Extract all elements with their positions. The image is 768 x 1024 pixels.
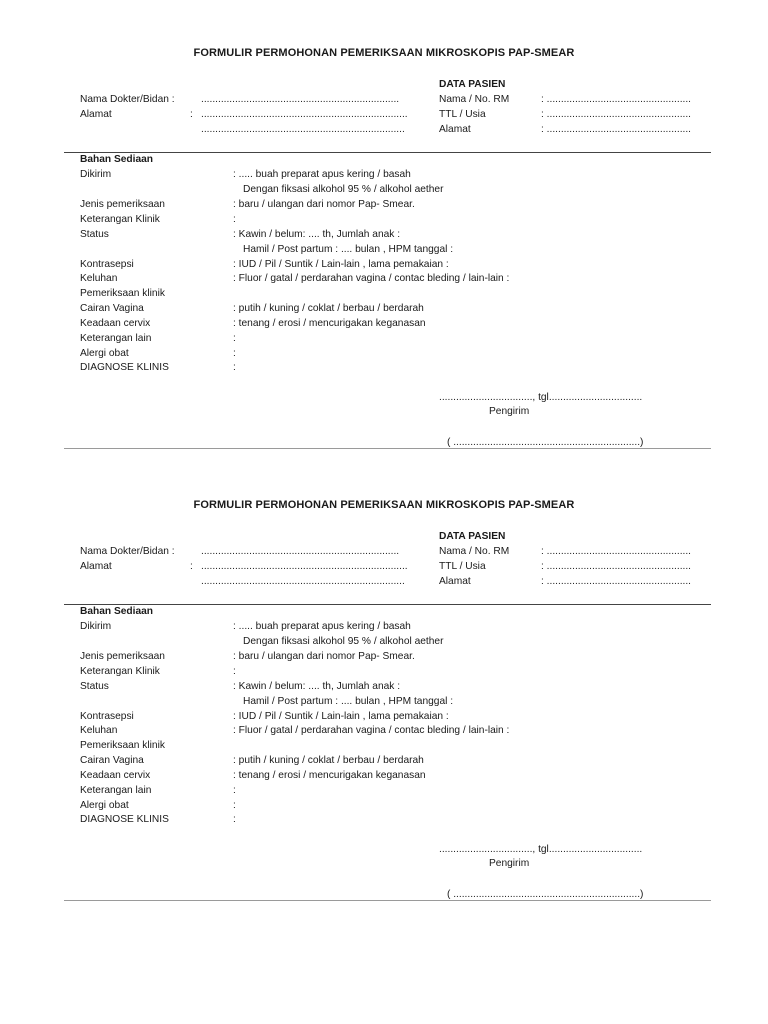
footer-divider [64, 448, 711, 449]
row-value[interactable]: : [233, 214, 236, 225]
address-field-2[interactable]: ........................................................................ [201, 124, 405, 135]
patient-ttl-label: TTL / Usia [439, 109, 486, 120]
patient-name-field[interactable]: : ................................................... [541, 94, 692, 105]
row-value[interactable]: Dengan fiksasi alkohol 95 % / alkohol aether [243, 636, 444, 647]
row-value[interactable]: : tenang / erosi / mencurigakan keganasan [233, 318, 426, 329]
row-value[interactable]: : Fluor / gatal / perdarahan vagina / contac bleding / lain-lain : [233, 273, 510, 284]
row-label: Keterangan lain [80, 785, 152, 796]
row-value[interactable]: : tenang / erosi / mencurigakan keganasan [233, 770, 426, 781]
row-value[interactable]: : [233, 333, 236, 344]
row-value[interactable]: : ..... buah preparat apus kering / basah [233, 169, 411, 180]
row-label: Kontrasepsi [80, 711, 134, 722]
patient-name-label: Nama / No. RM [439, 546, 510, 557]
sender-name-field[interactable]: ( ..................................................................) [447, 437, 644, 448]
row-label: Keadaan cervix [80, 318, 151, 329]
row-value[interactable]: : [233, 666, 236, 677]
row-label: Jenis pemeriksaan [80, 651, 165, 662]
row-value[interactable]: : ..... buah preparat apus kering / basah [233, 621, 411, 632]
row-value[interactable]: : [233, 785, 236, 796]
doctor-label: Nama Dokter/Bidan : [80, 94, 175, 105]
header-divider [64, 152, 711, 153]
row-label: Keterangan Klinik [80, 214, 160, 225]
row-label: Pemeriksaan klinik [80, 740, 165, 751]
row-value[interactable]: : Kawin / belum: .... th, Jumlah anak : [233, 681, 401, 692]
address-field-1[interactable]: ......................................................................... [201, 561, 408, 572]
patient-ttl-label: TTL / Usia [439, 561, 486, 572]
place-date-field[interactable]: ................................., tgl................................. [439, 392, 643, 403]
address-field-1[interactable]: ......................................................................... [201, 109, 408, 120]
row-value[interactable]: : IUD / Pil / Suntik / Lain-lain , lama pemakaian : [233, 259, 449, 270]
doctor-label: Nama Dokter/Bidan : [80, 546, 175, 557]
header-divider [64, 604, 711, 605]
row-label: Alergi obat [80, 800, 129, 811]
row-label: Cairan Vagina [80, 755, 144, 766]
row-label: Cairan Vagina [80, 303, 144, 314]
form-2 [0, 452, 768, 904]
row-value[interactable]: : Kawin / belum: .... th, Jumlah anak : [233, 229, 401, 240]
row-value[interactable]: : putih / kuning / coklat / berbau / berdarah [233, 755, 424, 766]
row-label: DIAGNOSE KLINIS [80, 362, 169, 373]
sender-label: Pengirim [489, 858, 530, 869]
address-label: Alamat [80, 561, 112, 572]
row-label: Jenis pemeriksaan [80, 199, 165, 210]
row-label: Dikirim [80, 621, 112, 632]
patient-name-field[interactable]: : ................................................... [541, 546, 692, 557]
row-label: Status [80, 681, 109, 692]
row-label: Alergi obat [80, 348, 129, 359]
sender-name-field[interactable]: ( ..................................................................) [447, 889, 644, 900]
row-value[interactable]: : putih / kuning / coklat / berbau / berdarah [233, 303, 424, 314]
patient-address-field[interactable]: : ................................................... [541, 124, 692, 135]
doctor-field[interactable]: ...................................................................... [201, 546, 400, 557]
doctor-field[interactable]: ...................................................................... [201, 94, 400, 105]
row-value[interactable]: : [233, 800, 236, 811]
address-label: Alamat [80, 109, 112, 120]
row-value[interactable]: : [233, 348, 236, 359]
row-value[interactable]: : baru / ulangan dari nomor Pap- Smear. [233, 199, 415, 210]
patient-address-field[interactable]: : ................................................... [541, 576, 692, 587]
row-label: Kontrasepsi [80, 259, 134, 270]
patient-ttl-field[interactable]: : ................................................... [541, 561, 692, 572]
patient-address-label: Alamat [439, 576, 471, 587]
data-pasien-label: DATA PASIEN [439, 79, 506, 90]
row-value[interactable]: Dengan fiksasi alkohol 95 % / alkohol aether [243, 184, 444, 195]
row-value[interactable]: : [233, 362, 236, 373]
footer-divider [64, 900, 711, 901]
address-field-2[interactable]: ........................................................................ [201, 576, 405, 587]
row-value[interactable]: Hamil / Post partum : .... bulan , HPM tanggal : [243, 696, 454, 707]
row-label: Keluhan [80, 725, 118, 736]
row-value[interactable]: : IUD / Pil / Suntik / Lain-lain , lama pemakaian : [233, 711, 449, 722]
form-title: FORMULIR PERMOHONAN PEMERIKSAAN MIKROSKOPIS PAP-SMEAR [193, 47, 575, 59]
place-date-field[interactable]: ................................., tgl................................. [439, 844, 643, 855]
sender-label: Pengirim [489, 406, 530, 417]
row-label: Status [80, 229, 109, 240]
row-value[interactable]: : Fluor / gatal / perdarahan vagina / contac bleding / lain-lain : [233, 725, 510, 736]
row-value[interactable]: : baru / ulangan dari nomor Pap- Smear. [233, 651, 415, 662]
address-colon: : [190, 561, 193, 572]
address-colon: : [190, 109, 193, 120]
row-label: Keterangan Klinik [80, 666, 160, 677]
row-label: Keadaan cervix [80, 770, 151, 781]
patient-ttl-field[interactable]: : ................................................... [541, 109, 692, 120]
row-label: DIAGNOSE KLINIS [80, 814, 169, 825]
row-label: Keterangan lain [80, 333, 152, 344]
row-label: Keluhan [80, 273, 118, 284]
row-label: Bahan Sediaan [80, 154, 154, 165]
data-pasien-label: DATA PASIEN [439, 531, 506, 542]
row-label: Dikirim [80, 169, 112, 180]
form-title: FORMULIR PERMOHONAN PEMERIKSAAN MIKROSKOPIS PAP-SMEAR [193, 499, 575, 511]
patient-name-label: Nama / No. RM [439, 94, 510, 105]
row-label: Pemeriksaan klinik [80, 288, 165, 299]
patient-address-label: Alamat [439, 124, 471, 135]
row-value[interactable]: : [233, 814, 236, 825]
form-1 [0, 0, 768, 452]
row-label: Bahan Sediaan [80, 606, 154, 617]
row-value[interactable]: Hamil / Post partum : .... bulan , HPM tanggal : [243, 244, 454, 255]
